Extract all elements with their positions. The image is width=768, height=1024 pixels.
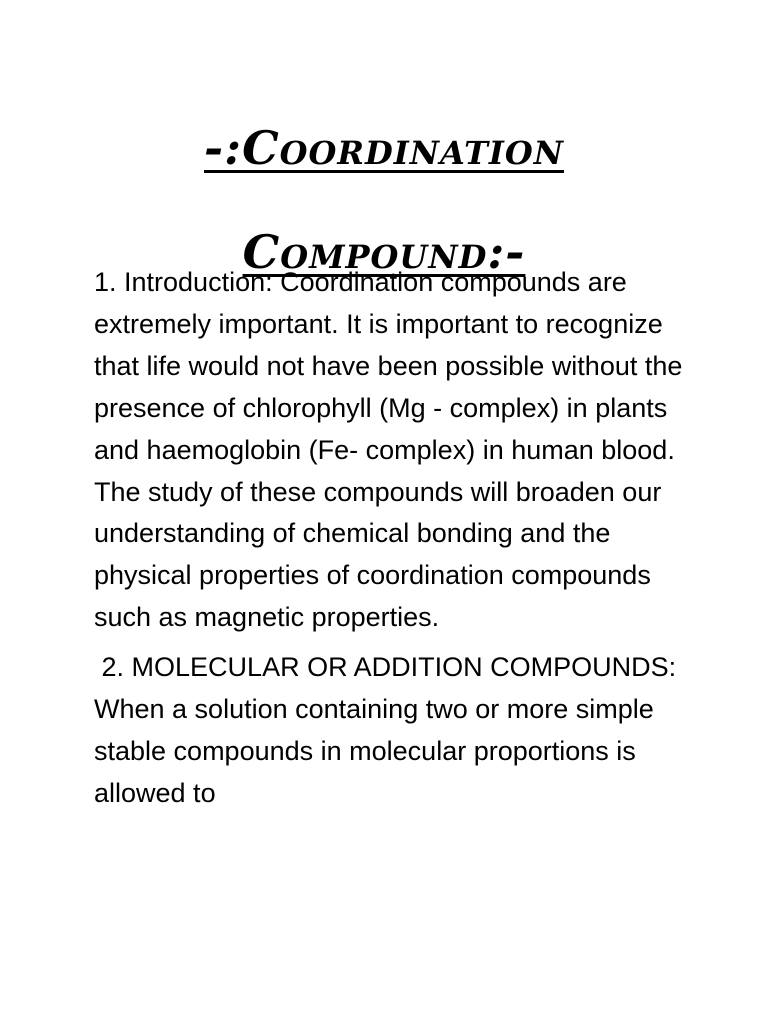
document-body <box>94 262 694 815</box>
title-line-1: -:Coordination <box>204 121 564 175</box>
paragraph-introduction: 1. Introduction: Coordination compounds are extremely important. It is important to recognize that life would not have been possible without the presence of chlorophyll (Mg - complex) in plants and haemoglobin (Fe- complex) in human blood. The study of these compounds will broaden our understanding of chemical bonding and the physical properties of coordination compounds such as magnetic properties. <box>94 267 683 633</box>
title-line-2: Compound:- <box>242 225 526 279</box>
paragraph-molecular-compounds: 2. MOLECULAR OR ADDITION COMPOUNDS: When a solution containing two or more simple stable compounds in molecular proportions is allowed to <box>94 652 684 808</box>
